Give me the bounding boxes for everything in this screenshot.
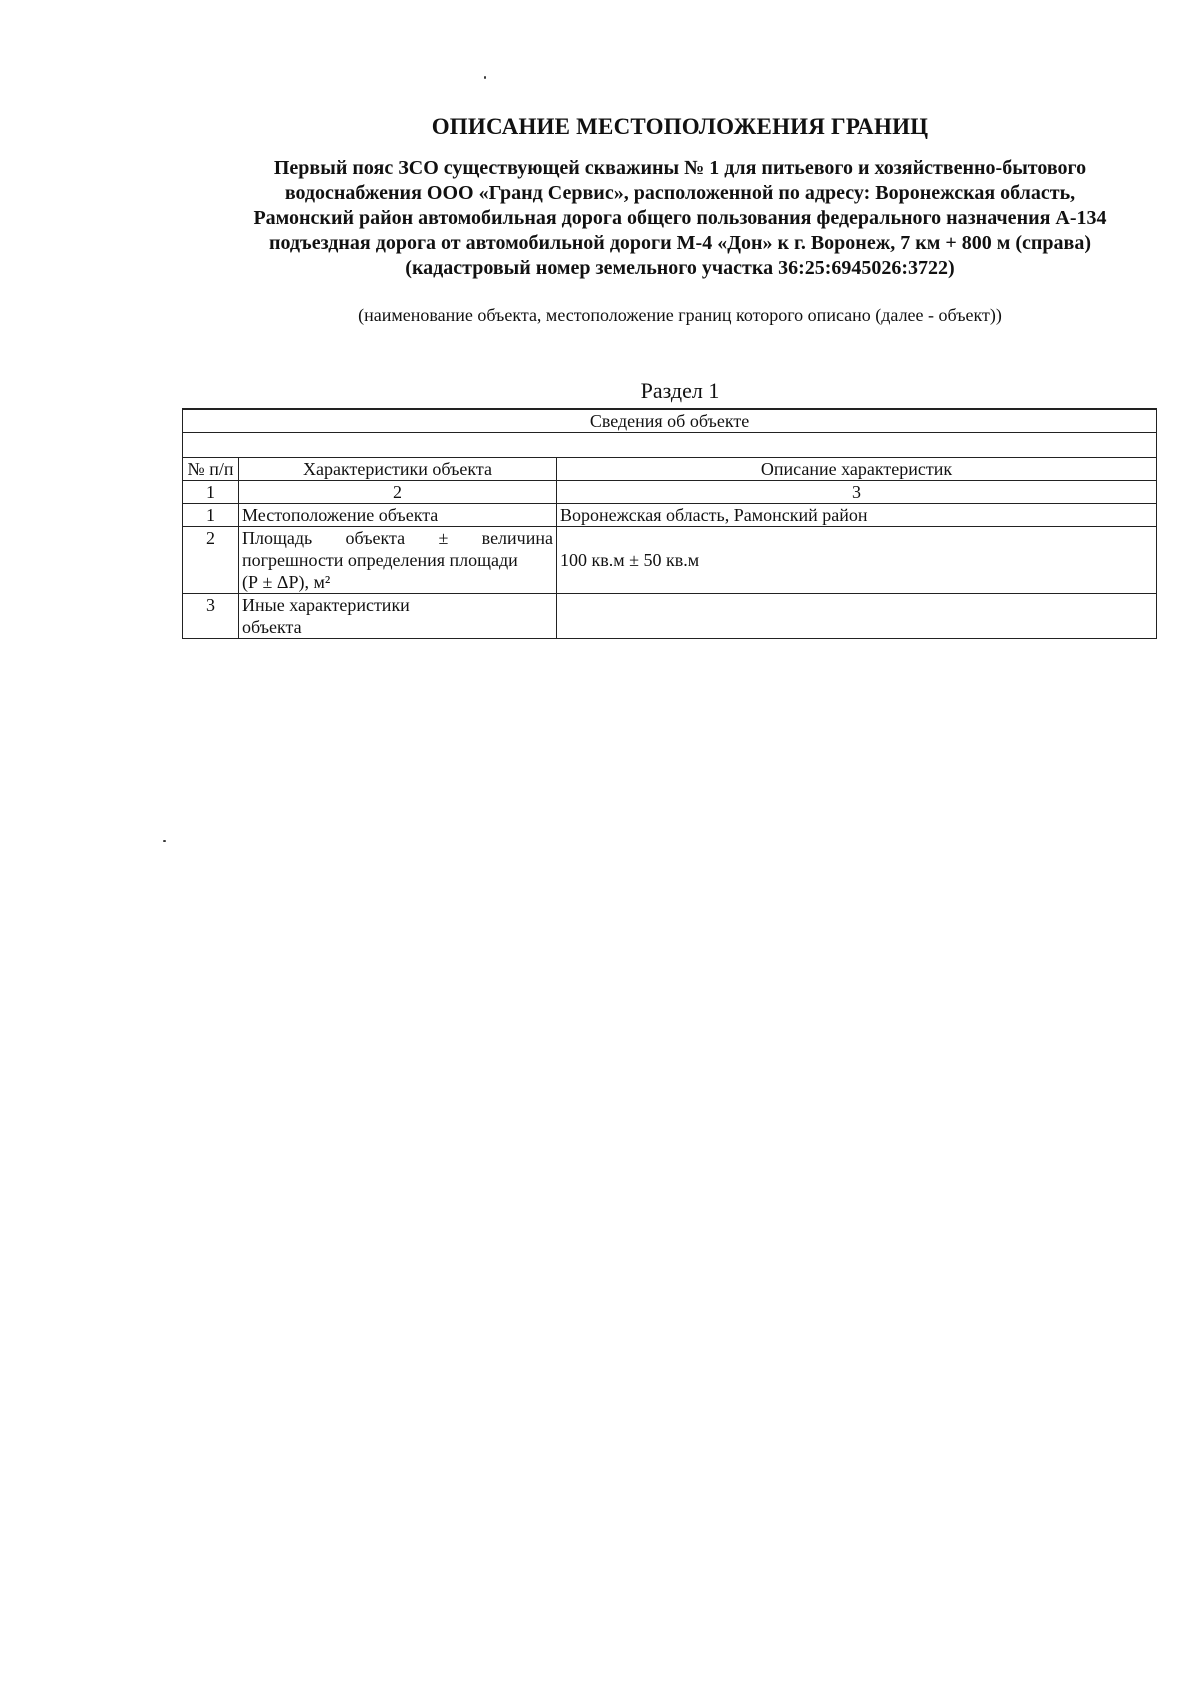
table-caption: Сведения об объекте bbox=[183, 409, 1157, 433]
subtitle-line: (кадастровый номер земельного участка 36:25:6945026:3722) bbox=[405, 257, 955, 279]
characteristic-word: ± bbox=[438, 528, 449, 548]
table-spacer-cell bbox=[183, 433, 1157, 458]
scan-speck bbox=[484, 76, 486, 79]
column-number: 1 bbox=[183, 481, 239, 504]
scan-speck bbox=[163, 840, 166, 842]
document-title: ОПИСАНИЕ МЕСТОПОЛОЖЕНИЯ ГРАНИЦ bbox=[431, 114, 929, 139]
characteristic-line bbox=[242, 527, 553, 549]
characteristic-line: (Р ± ΔР), м² bbox=[242, 572, 331, 592]
characteristic-word: Площадь bbox=[242, 528, 313, 548]
header-number: № п/п bbox=[183, 458, 239, 481]
subtitle-line: водоснабжения ООО «Гранд Сервис», расположенной по адресу: Воронежская область, bbox=[284, 182, 1076, 204]
characteristic-word: объекта bbox=[345, 528, 406, 548]
row-number: 1 bbox=[183, 504, 239, 527]
row-number: 3 bbox=[183, 594, 239, 639]
characteristic-word: величина bbox=[481, 528, 553, 548]
table-row bbox=[183, 527, 1157, 594]
column-number: 3 bbox=[557, 481, 1157, 504]
table-column-numbers-row bbox=[183, 481, 1157, 504]
row-description: 100 кв.м ± 50 кв.м bbox=[557, 527, 1157, 594]
characteristic-line: Иные характеристики bbox=[242, 595, 410, 615]
row-characteristic bbox=[239, 527, 557, 594]
table-caption-row bbox=[183, 409, 1157, 433]
row-characteristic bbox=[239, 594, 557, 639]
row-characteristic: Местоположение объекта bbox=[239, 504, 557, 527]
object-info-table bbox=[182, 408, 1157, 639]
table-spacer-row bbox=[183, 433, 1157, 458]
subtitle-line: Рамонский район автомобильная дорога общего пользования федерального назначения А-134 bbox=[253, 207, 1107, 229]
row-description: Воронежская область, Рамонский район bbox=[557, 504, 1157, 527]
section-label: Раздел 1 bbox=[640, 378, 720, 403]
table-header-row bbox=[183, 458, 1157, 481]
subtitle-line: Первый пояс ЗСО существующей скважины № 1 для питьевого и хозяйственно-бытового bbox=[273, 157, 1087, 179]
table-row bbox=[183, 594, 1157, 639]
row-description bbox=[557, 594, 1157, 639]
header-description: Описание характеристик bbox=[557, 458, 1157, 481]
table-row bbox=[183, 504, 1157, 527]
header-characteristic: Характеристики объекта bbox=[239, 458, 557, 481]
document-subtitle bbox=[180, 156, 1180, 281]
subtitle-line: подъездная дорога от автомобильной дороги М-4 «Дон» к г. Воронеж, 7 км + 800 м (справа) bbox=[268, 232, 1092, 254]
characteristic-line: объекта bbox=[242, 617, 302, 637]
row-number: 2 bbox=[183, 527, 239, 594]
object-note: (наименование объекта, местоположение границ которого описано (далее - объект)) bbox=[358, 305, 1002, 325]
characteristic-line: погрешности определения площади bbox=[242, 550, 518, 570]
column-number: 2 bbox=[239, 481, 557, 504]
